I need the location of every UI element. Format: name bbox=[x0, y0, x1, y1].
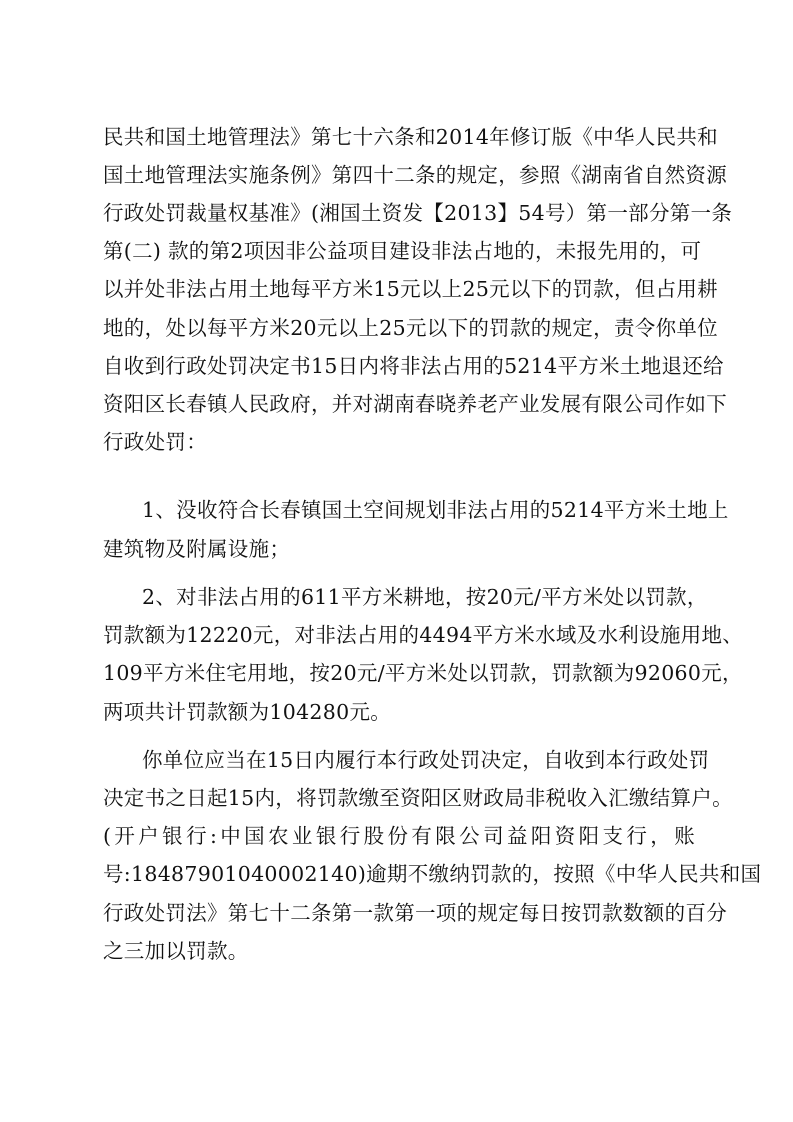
item-2-line: 两项共计罚款额为104280元。 bbox=[103, 700, 392, 724]
paragraph-line: 行政处罚裁量权基准》(湘国土资发【2013】54号）第一部分第一条 bbox=[103, 201, 733, 225]
paragraph-line: 民共和国土地管理法》第七十六条和2014年修订版《中华人民共和 bbox=[103, 125, 718, 149]
paragraph-line: 国土地管理法实施条例》第四十二条的规定，参照《湖南省自然资源 bbox=[103, 163, 727, 187]
payment-paragraph-line: 你单位应当在15日内履行本行政处罚决定，自收到本行政处罚 bbox=[142, 748, 710, 772]
item-2-line: 罚款额为12220元，对非法占用的4494平方米水域及水利设施用地、 bbox=[103, 623, 744, 647]
payment-paragraph-line: 之三加以罚款。 bbox=[103, 939, 249, 963]
paragraph-line: 自收到行政处罚决定书15日内将非法占用的5214平方米土地退还给 bbox=[103, 354, 724, 378]
payment-paragraph-line: 决定书之日起15内，将罚款缴至资阳区财政局非税收入汇缴结算户。 bbox=[103, 786, 733, 810]
paragraph-line: 行政处罚： bbox=[103, 430, 207, 454]
payment-paragraph-line: (开户银行:中国农业银行股份有限公司益阳资阳支行，账 bbox=[103, 824, 695, 848]
item-2-line: 2、对非法占用的611平方米耕地，按20元/平方米处以罚款， bbox=[142, 585, 708, 609]
item-1-line: 1、没收符合长春镇国土空间规划非法占用的5214平方米土地上 bbox=[142, 498, 729, 522]
item-2-line: 109平方米住宅用地，按20元/平方米处以罚款，罚款额为92060元， bbox=[103, 661, 743, 685]
paragraph-line: 地的，处以每平方米20元以上25元以下的罚款的规定，责令你单位 bbox=[103, 316, 718, 340]
paragraph-line: 以并处非法占用土地每平方米15元以上25元以下的罚款，但占用耕 bbox=[103, 277, 718, 301]
payment-paragraph-line: 号:18487901040002140)逾期不缴纳罚款的，按照《中华人民共和国 bbox=[103, 862, 762, 886]
payment-paragraph-line: 行政处罚法》第七十二条第一款第一项的规定每日按罚款数额的百分 bbox=[103, 901, 727, 925]
paragraph-line: 资阳区长春镇人民政府，并对湖南春晓养老产业发展有限公司作如下 bbox=[103, 392, 727, 416]
paragraph-line: 第(二) 款的第2项因非公益项目建设非法占地的，未报先用的，可 bbox=[103, 239, 702, 263]
item-1-line: 建筑物及附属设施； bbox=[103, 537, 291, 561]
